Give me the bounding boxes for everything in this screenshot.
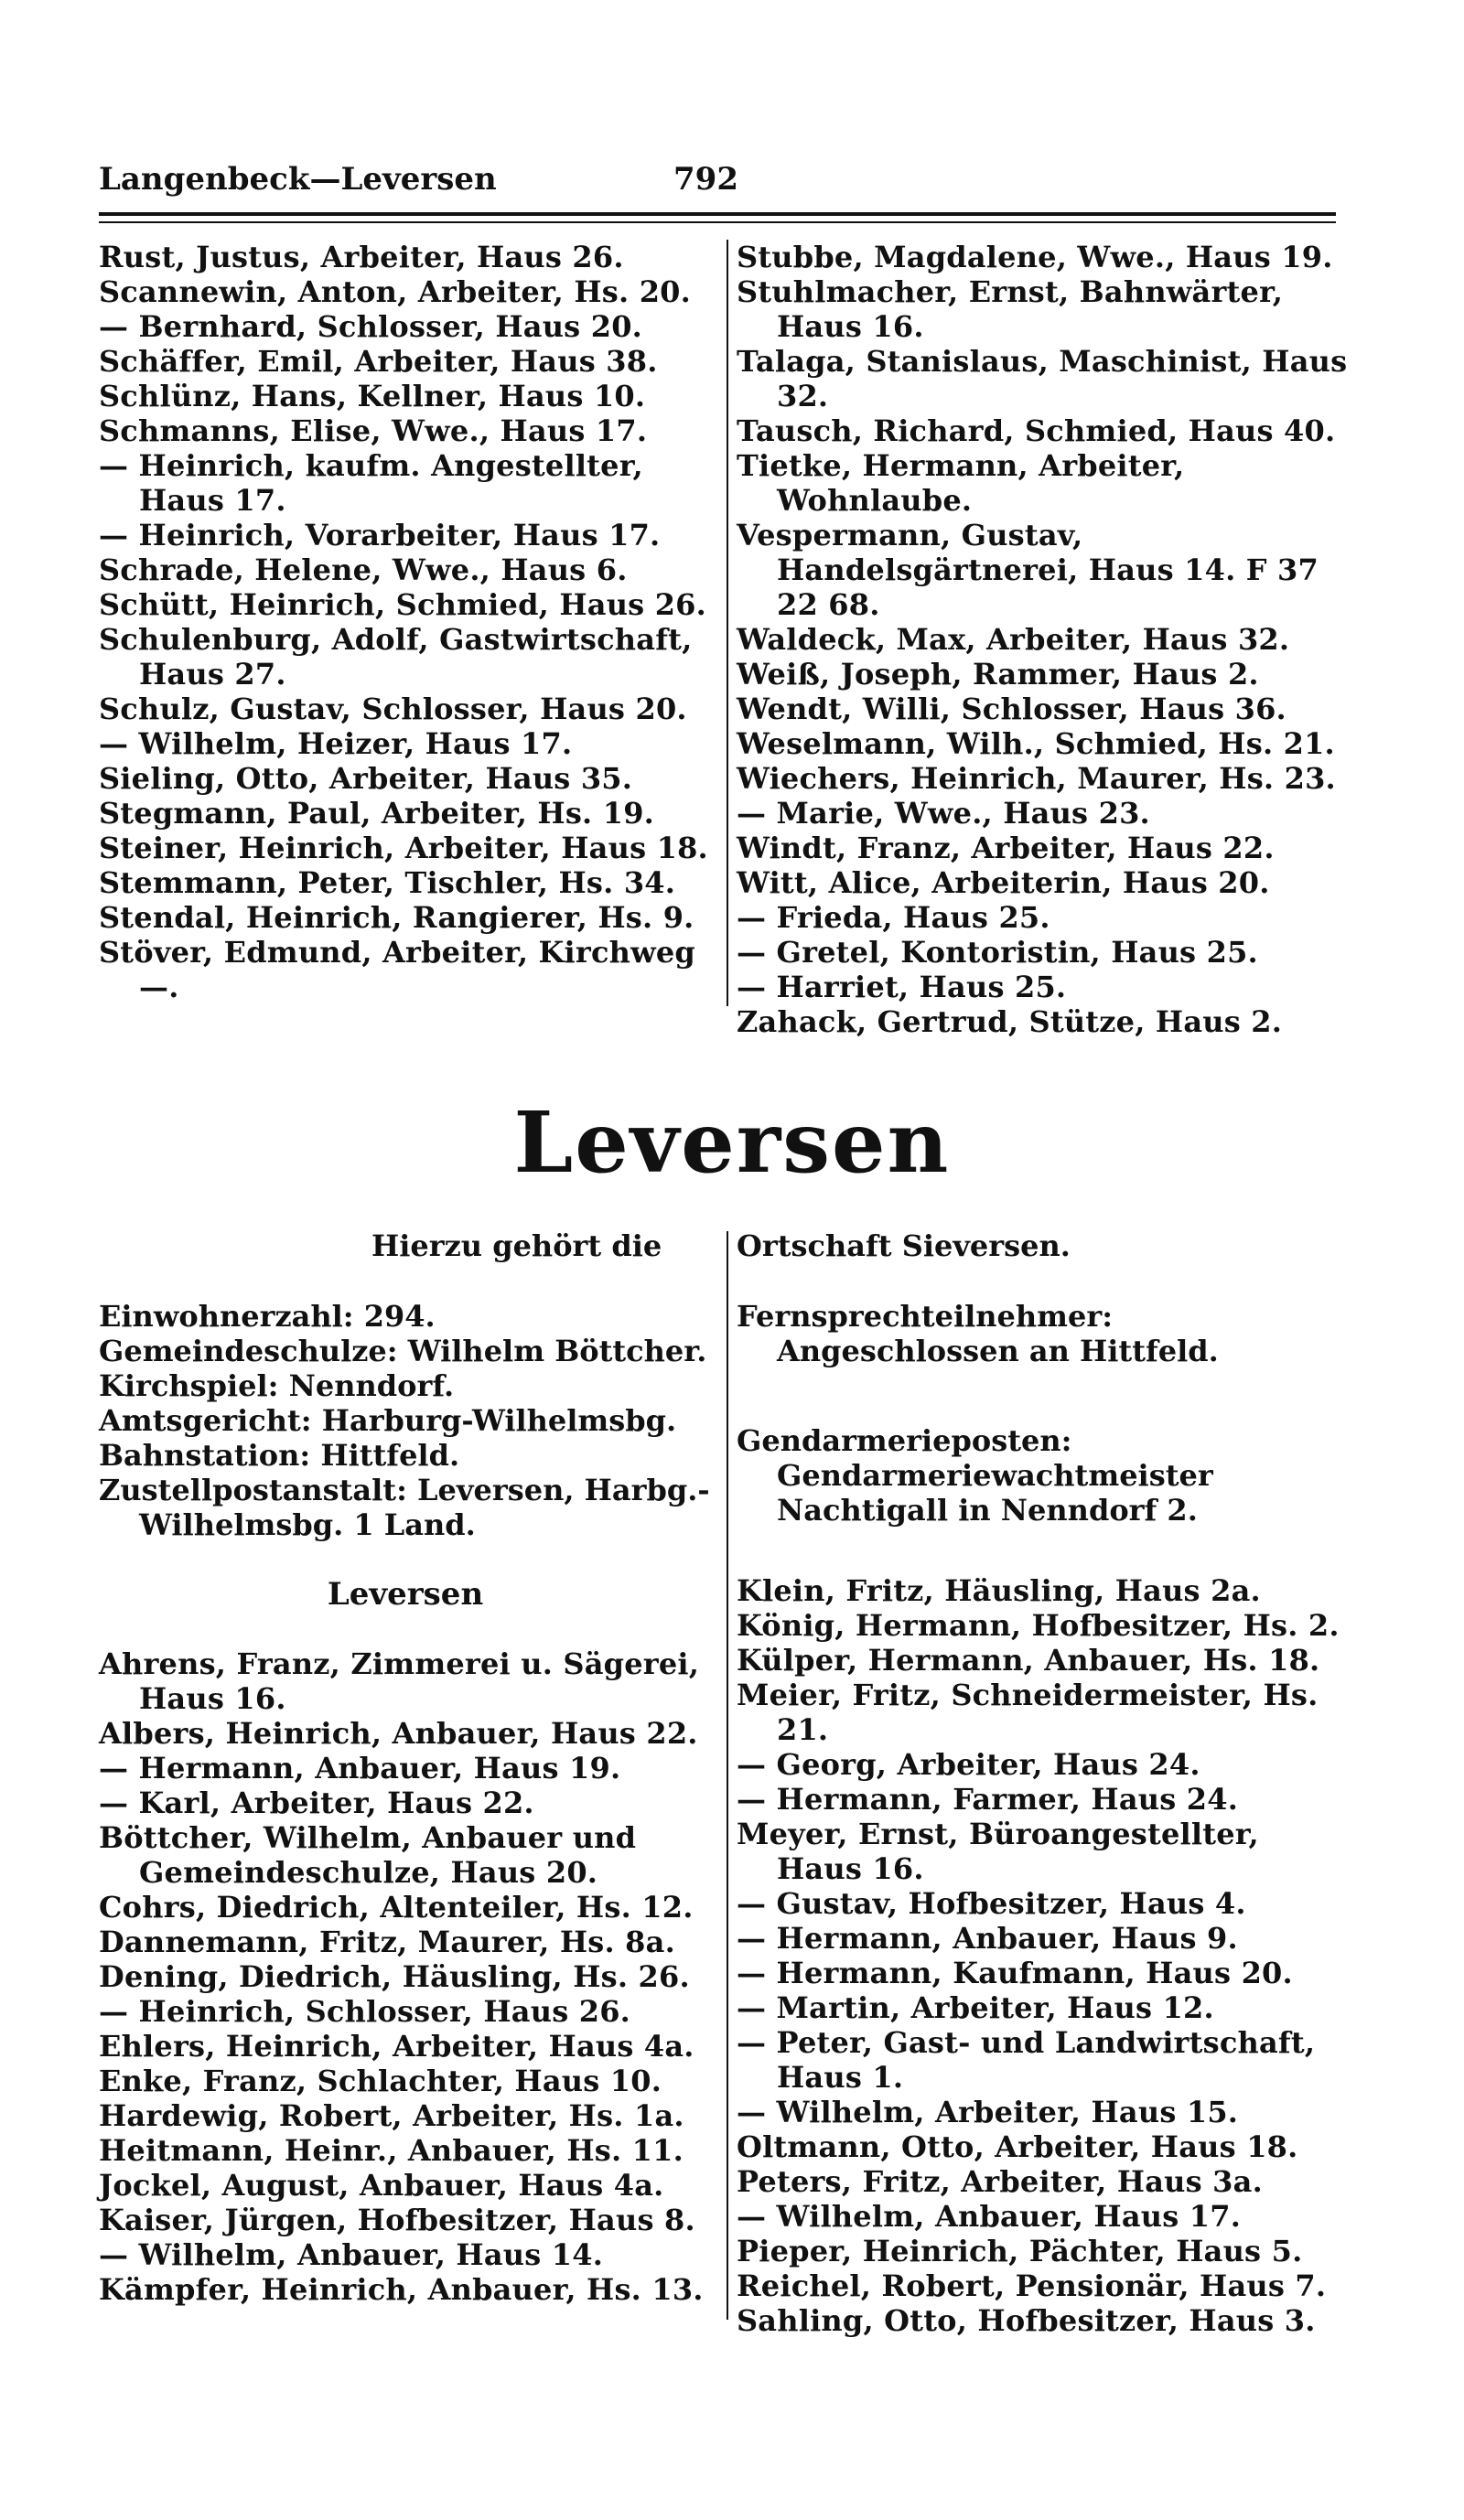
directory-entry: Steiner, Heinrich, Arbeiter, Haus 18. [99, 831, 708, 865]
top-right-column [737, 240, 1350, 1039]
info-label: Zustellpostanstalt: [99, 1473, 407, 1507]
column-divider-top [727, 240, 728, 1006]
info-line [99, 1403, 717, 1438]
directory-entry: Schütt, Heinrich, Schmied, Haus 26. [99, 587, 706, 622]
directory-entry: — Frieda, Haus 25. [737, 900, 1050, 935]
town-subtitle-left: Hierzu gehört die [371, 1228, 662, 1263]
town-info-left [99, 1299, 717, 1542]
directory-entry: Stubbe, Magdalene, Wwe., Haus 19. [737, 240, 1333, 274]
directory-entry: Böttcher, Wilhelm, Anbauer und Gemeindeschulze, Haus 20. [99, 1820, 637, 1890]
directory-entry: — Wilhelm, Heizer, Haus 17. [99, 726, 573, 761]
directory-entry: Meyer, Ernst, Büroangestellter, Haus 16. [737, 1817, 1259, 1886]
directory-entry: — Wilhelm, Anbauer, Haus 14. [99, 2237, 604, 2272]
directory-entry: Vespermann, Gustav, Handelsgärtnerei, Haus 14. F 37 22 68. [737, 518, 1319, 622]
directory-entry: Jockel, August, Anbauer, Haus 4a. [99, 2168, 664, 2203]
directory-entry: Kämpfer, Heinrich, Anbauer, Hs. 13. [99, 2272, 704, 2307]
directory-entry: — Martin, Arbeiter, Haus 12. [737, 1990, 1214, 2025]
directory-entry: — Karl, Arbeiter, Haus 22. [99, 1785, 534, 1820]
info-line [737, 1423, 1350, 1528]
top-left-column [99, 240, 708, 1004]
directory-entry: Albers, Heinrich, Anbauer, Haus 22. [99, 1716, 698, 1751]
info-value: Gendarmeriewachtmeister Nachtigall in Nenndorf 2. [777, 1458, 1213, 1528]
info-line [99, 1368, 717, 1403]
directory-entry: Weselmann, Wilh., Schmied, Hs. 21. [737, 726, 1335, 761]
directory-entry: — Hermann, Anbauer, Haus 19. [99, 1751, 621, 1785]
directory-entry: Stuhlmacher, Ernst, Bahnwärter, Haus 16. [737, 274, 1284, 344]
directory-entry: Wendt, Willi, Schlosser, Haus 36. [737, 692, 1286, 726]
info-label: Fernsprechteilnehmer: [737, 1299, 1114, 1334]
directory-entry: Dannemann, Fritz, Maurer, Hs. 8a. [99, 1925, 675, 1959]
directory-entry: — Georg, Arbeiter, Haus 24. [737, 1747, 1200, 1782]
directory-entry: Sahling, Otto, Hofbesitzer, Haus 3. [737, 2303, 1316, 2338]
directory-entry: Rust, Justus, Arbeiter, Haus 26. [99, 240, 624, 274]
directory-entry: Kaiser, Jürgen, Hofbesitzer, Haus 8. [99, 2203, 695, 2237]
info-line [99, 1334, 717, 1368]
directory-entry: Schäffer, Emil, Arbeiter, Haus 38. [99, 344, 658, 379]
directory-entry: Stegmann, Paul, Arbeiter, Hs. 19. [99, 796, 655, 831]
directory-entry: Schlünz, Hans, Kellner, Haus 10. [99, 379, 646, 413]
directory-entry: Windt, Franz, Arbeiter, Haus 22. [737, 831, 1275, 865]
directory-entry: Weiß, Joseph, Rammer, Haus 2. [737, 657, 1259, 692]
directory-entry: Heitmann, Heinr., Anbauer, Hs. 11. [99, 2133, 684, 2168]
directory-entry: Cohrs, Diedrich, Altenteiler, Hs. 12. [99, 1890, 694, 1925]
directory-entry: Tietke, Hermann, Arbeiter, Wohnlaube. [737, 448, 1185, 518]
directory-entry: Stemmann, Peter, Tischler, Hs. 34. [99, 865, 676, 900]
info-label: Gendarmerieposten: [737, 1423, 1072, 1458]
running-title: Langenbeck—Leversen [99, 161, 497, 198]
running-head [99, 155, 1336, 201]
info-line [99, 1299, 717, 1334]
directory-entry: Schmanns, Elise, Wwe., Haus 17. [99, 413, 648, 448]
directory-entry: Külper, Hermann, Anbauer, Hs. 18. [737, 1643, 1320, 1678]
directory-entry: Enke, Franz, Schlachter, Haus 10. [99, 2064, 662, 2098]
section-heading: Leversen [327, 1576, 484, 1613]
directory-entry: Tausch, Richard, Schmied, Haus 40. [737, 413, 1336, 448]
info-value: Angeschlossen an Hittfeld. [777, 1334, 1219, 1368]
directory-entry: — Gretel, Kontoristin, Haus 25. [737, 935, 1258, 970]
directory-entry: Sieling, Otto, Arbeiter, Haus 35. [99, 761, 633, 796]
directory-entry: — Hermann, Anbauer, Haus 9. [737, 1921, 1238, 1956]
directory-entry: Ahrens, Franz, Zimmerei u. Sägerei, Haus 16. [99, 1646, 700, 1716]
bottom-left-column [99, 1646, 717, 2307]
town-info-right [737, 1299, 1350, 1528]
info-value: Harburg-Wilhelmsbg. [311, 1403, 677, 1438]
directory-entry: Reichel, Robert, Pensionär, Haus 7. [737, 2268, 1327, 2303]
info-value: Hittfeld. [310, 1438, 460, 1473]
info-line [99, 1438, 717, 1473]
directory-entry: — Heinrich, Schlosser, Haus 26. [99, 1994, 631, 2029]
header-rule-thin [99, 221, 1336, 223]
directory-entry: Hardewig, Robert, Arbeiter, Hs. 1a. [99, 2098, 684, 2133]
directory-entry: Dening, Diedrich, Häusling, Hs. 26. [99, 1959, 690, 1994]
directory-entry: Ehlers, Heinrich, Arbeiter, Haus 4a. [99, 2029, 694, 2064]
directory-entry: — Wilhelm, Arbeiter, Haus 15. [737, 2095, 1239, 2129]
directory-entry: — Hermann, Kaufmann, Haus 20. [737, 1956, 1293, 1990]
column-divider-bottom [727, 1231, 728, 2320]
directory-entry: — Marie, Wwe., Haus 23. [737, 796, 1150, 831]
directory-entry: — Peter, Gast- und Landwirtschaft, Haus 1. [737, 2025, 1316, 2095]
directory-entry: Scannewin, Anton, Arbeiter, Hs. 20. [99, 274, 691, 309]
info-value: 294. [353, 1299, 436, 1334]
town-title: Leversen [513, 1093, 951, 1192]
directory-entry: — Heinrich, Vorarbeiter, Haus 17. [99, 518, 661, 552]
directory-entry: Schrade, Helene, Wwe., Haus 6. [99, 552, 628, 587]
directory-entry: Witt, Alice, Arbeiterin, Haus 20. [737, 865, 1270, 900]
directory-entry: Klein, Fritz, Häusling, Haus 2a. [737, 1573, 1261, 1608]
info-line [99, 1473, 717, 1542]
info-label: Einwohnerzahl: [99, 1299, 354, 1334]
directory-entry: König, Hermann, Hofbesitzer, Hs. 2. [737, 1608, 1340, 1643]
info-label: Gemeindeschulze: [99, 1334, 398, 1368]
directory-entry: Schulz, Gustav, Schlosser, Haus 20. [99, 692, 687, 726]
info-line [737, 1299, 1350, 1368]
info-label: Kirchspiel: [99, 1368, 279, 1403]
directory-entry: Oltmann, Otto, Arbeiter, Haus 18. [737, 2129, 1298, 2164]
directory-entry: Waldeck, Max, Arbeiter, Haus 32. [737, 622, 1290, 657]
info-value: Nenndorf. [278, 1368, 455, 1403]
directory-entry: — Gustav, Hofbesitzer, Haus 4. [737, 1886, 1246, 1921]
directory-entry: Peters, Fritz, Arbeiter, Haus 3a. [737, 2164, 1263, 2199]
directory-entry: Zahack, Gertrud, Stütze, Haus 2. [737, 1004, 1283, 1039]
page-number: 792 [673, 161, 738, 198]
directory-entry: — Wilhelm, Anbauer, Haus 17. [737, 2199, 1242, 2234]
directory-entry: Talaga, Stanislaus, Maschinist, Haus 32. [737, 344, 1348, 413]
directory-entry: — Heinrich, kaufm. Angestellter, Haus 17. [99, 448, 643, 518]
directory-entry: Meier, Fritz, Schneidermeister, Hs. 21. [737, 1678, 1319, 1747]
directory-entry: — Harriet, Haus 25. [737, 970, 1067, 1004]
info-label: Amtsgericht: [99, 1403, 312, 1438]
directory-entry: — Bernhard, Schlosser, Haus 20. [99, 309, 643, 344]
town-subtitle-right: Ortschaft Sieversen. [737, 1228, 1071, 1263]
directory-entry: Stendal, Heinrich, Rangierer, Hs. 9. [99, 900, 694, 935]
directory-entry: Wiechers, Heinrich, Maurer, Hs. 23. [737, 761, 1336, 796]
bottom-right-column [737, 1573, 1350, 2338]
directory-entry: Stöver, Edmund, Arbeiter, Kirchweg —. [99, 935, 696, 1004]
info-value: Leversen, Harbg.-Wilhelmsbg. 1 Land. [139, 1473, 710, 1542]
directory-entry: Schulenburg, Adolf, Gastwirtschaft, Haus 27. [99, 622, 693, 692]
info-label: Bahnstation: [99, 1438, 311, 1473]
directory-entry: — Hermann, Farmer, Haus 24. [737, 1782, 1239, 1817]
header-rule-thick [99, 212, 1336, 216]
info-value: Wilhelm Böttcher. [397, 1334, 707, 1368]
directory-entry: Pieper, Heinrich, Pächter, Haus 5. [737, 2234, 1303, 2268]
